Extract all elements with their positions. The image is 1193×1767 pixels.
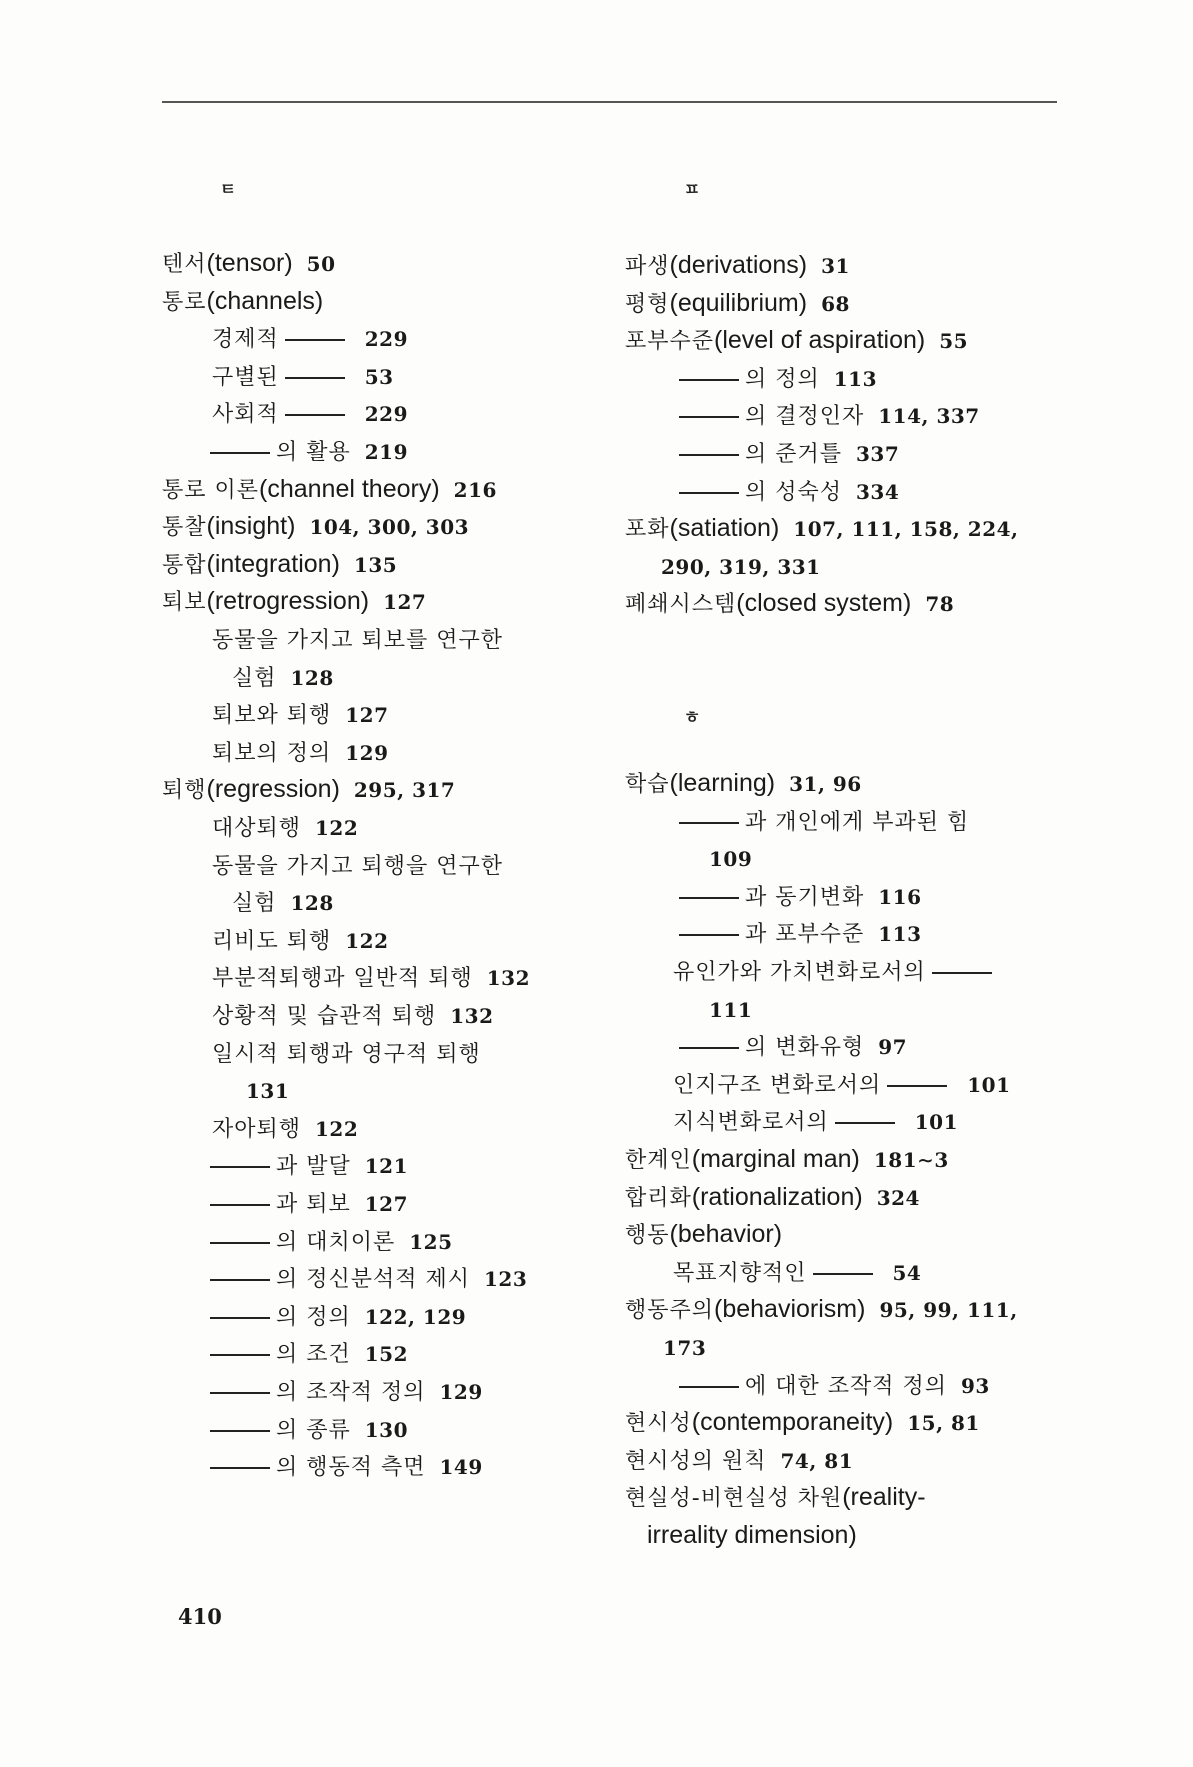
entry-term: 의 대치이론: [276, 1230, 396, 1255]
entry-term: 의 정의: [276, 1305, 351, 1330]
top-rule: [162, 101, 1057, 103]
entry-pages: 122: [345, 929, 389, 953]
index-entry: [625, 1219, 782, 1249]
entry-term: 사회적: [212, 402, 279, 427]
entry-english: (derivations): [669, 251, 808, 279]
entry-pages: 295, 317: [353, 778, 456, 802]
entry-term: 현시성의 원칙: [625, 1449, 767, 1474]
index-entry: [625, 768, 862, 798]
entry-term: 에 대한 조작적 정의: [745, 1374, 947, 1399]
entry-pages: 121: [364, 1154, 408, 1178]
entry-term: 파생: [625, 254, 670, 279]
entry-pages: 132: [486, 966, 531, 990]
index-entry: [212, 398, 408, 428]
index-entry: [212, 1038, 481, 1068]
entry-term: 구별된: [212, 365, 279, 390]
entry-pages: 123: [484, 1267, 528, 1291]
index-entry: [673, 363, 877, 393]
entry-pages: 53: [364, 365, 394, 389]
entry-term: 의 정의: [745, 367, 820, 392]
index-entry: [673, 806, 969, 836]
entry-pages: 290, 319, 331: [661, 555, 821, 579]
entry-term: 부분적퇴행과 일반적 퇴행: [212, 966, 473, 991]
entry-term: 통로: [162, 290, 207, 315]
entry-english: (regression): [206, 775, 340, 803]
index-entry: [625, 513, 1019, 543]
entry-term: 실험: [232, 891, 277, 916]
entry-term: 인지구조 변화로서의: [673, 1073, 882, 1098]
entry-english: (rationalization): [691, 1183, 863, 1211]
entry-pages: 129: [439, 1380, 483, 1404]
entry-pages: 127: [345, 703, 389, 727]
entry-term: 대상퇴행: [212, 816, 302, 841]
ditto-dash: [210, 1430, 270, 1432]
entry-english: (retrogression): [206, 587, 370, 615]
section-heading-hieut: ㅎ: [683, 708, 701, 728]
entry-pages: 125: [409, 1230, 453, 1254]
entry-pages: 93: [961, 1374, 990, 1398]
index-entry: [204, 1451, 483, 1481]
entry-pages: 55: [939, 329, 969, 353]
entry-term: 행동: [625, 1223, 670, 1248]
ditto-dash: [210, 1354, 270, 1356]
entry-english: (integration): [206, 550, 340, 578]
index-entry: [625, 288, 850, 318]
entry-pages: 114, 337: [878, 404, 980, 428]
ditto-dash: [210, 452, 270, 454]
ditto-dash: [679, 492, 739, 494]
entry-pages: 128: [290, 891, 334, 915]
entry-term: 한계인: [625, 1148, 692, 1173]
entry-pages: 31: [821, 254, 850, 278]
index-entry: [625, 1144, 949, 1174]
ditto-dash: [679, 1047, 739, 1049]
entry-pages: 132: [450, 1004, 494, 1028]
entry-term: 포화: [625, 517, 670, 542]
entry-term: 과 개인에게 부과된 힘: [745, 810, 970, 835]
ditto-dash: [285, 377, 345, 379]
entry-pages: 97: [878, 1035, 908, 1059]
entry-pages: 229: [364, 327, 409, 351]
entry-term: 텐서: [162, 252, 207, 277]
entry-term: 평형: [625, 292, 670, 317]
entry-english: (behavior): [669, 1220, 783, 1248]
entry-term: 현실성-비현실성 차원: [625, 1486, 843, 1511]
entry-english: (marginal man): [691, 1145, 860, 1173]
entry-term: 의 조작적 정의: [276, 1380, 426, 1405]
entry-term: 통합: [162, 553, 207, 578]
entry-term: 유인가와 가치변화로서의: [673, 960, 926, 985]
entry-pages: 122, 129: [364, 1305, 467, 1329]
entry-pages: 219: [364, 440, 408, 464]
index-entry: [204, 1338, 408, 1368]
index-entry: [625, 1182, 920, 1212]
index-entry: [625, 1294, 1018, 1324]
ditto-dash: [679, 454, 739, 456]
ditto-dash: [887, 1085, 947, 1087]
entry-pages: 31, 96: [789, 772, 862, 796]
index-entry: [625, 588, 954, 618]
index-entry: [673, 438, 899, 468]
entry-english: (tensor): [206, 249, 293, 277]
entry-pages: 95, 99, 111,: [879, 1298, 1018, 1322]
ditto-dash: [932, 972, 992, 974]
entry-term: 의 종류: [276, 1418, 351, 1443]
ditto-dash: [679, 379, 739, 381]
entry-term: 퇴보와 퇴행: [212, 703, 332, 728]
entry-term: 과 퇴보: [276, 1192, 351, 1217]
index-entry: [673, 956, 998, 986]
ditto-dash: [210, 1166, 270, 1168]
index-entry: [625, 1445, 853, 1475]
entry-term: 일시적 퇴행과 영구적 퇴행: [212, 1042, 481, 1067]
index-entry: [162, 286, 323, 316]
entry-pages: 337: [856, 442, 900, 466]
entry-pages: 101: [914, 1110, 959, 1134]
entry-pages: 173: [663, 1336, 707, 1360]
index-entry: [204, 436, 408, 466]
entry-pages: 113: [833, 367, 877, 391]
entry-pages: 109: [709, 847, 753, 871]
entry-pages: 113: [878, 922, 922, 946]
index-entry: [673, 1106, 958, 1136]
entry-term: 통찰: [162, 515, 207, 540]
entry-term: 현시성: [625, 1411, 692, 1436]
index-entry: [232, 662, 334, 692]
ditto-dash: [210, 1204, 270, 1206]
index-entry: [673, 1370, 990, 1400]
entry-term: 과 동기변화: [745, 885, 865, 910]
entry-term: 과 발달: [276, 1154, 351, 1179]
index-entry: [673, 1031, 907, 1061]
index-entry: [204, 1150, 408, 1180]
entry-term: 리비도 퇴행: [212, 929, 332, 954]
index-entry: [162, 586, 426, 616]
entry-english: (closed system): [736, 589, 912, 617]
entry-term: 퇴보의 정의: [212, 741, 332, 766]
index-entry: [649, 1332, 706, 1362]
ditto-dash: [210, 1242, 270, 1244]
entry-pages: 78: [925, 592, 955, 616]
ditto-dash: [210, 1392, 270, 1394]
entry-term: 의 행동적 측면: [276, 1455, 426, 1480]
entry-pages: 129: [345, 741, 389, 765]
entry-english: (equilibrium): [669, 289, 808, 317]
index-entry: [204, 1226, 453, 1256]
index-entry: [212, 812, 358, 842]
index-entry: [162, 511, 469, 541]
entry-pages: 68: [821, 292, 850, 316]
entry-term: 포부수준: [625, 329, 715, 354]
entry-pages: 152: [364, 1342, 408, 1366]
ditto-dash: [285, 339, 345, 341]
page-number: 410: [178, 1604, 222, 1629]
ditto-dash: [679, 1386, 739, 1388]
entry-pages: 131: [246, 1079, 290, 1103]
index-entry: [212, 925, 389, 955]
index-entry: [673, 400, 980, 430]
index-entry: [647, 551, 821, 581]
index-entry: [212, 1000, 494, 1030]
index-entry: [212, 624, 503, 654]
section-heading-tieut: ㅌ: [219, 180, 237, 200]
ditto-dash: [679, 897, 739, 899]
index-entry: [625, 250, 850, 280]
entry-term: 의 결정인자: [745, 404, 865, 429]
entry-term: 의 성숙성: [745, 480, 843, 505]
index-entry: [212, 850, 503, 880]
entry-pages: 122: [315, 816, 359, 840]
entry-term: 의 활용: [276, 440, 351, 465]
index-entry: [673, 1257, 921, 1287]
entry-english: (learning): [669, 769, 776, 797]
index-entry: [212, 361, 394, 391]
index-entry: [212, 323, 408, 353]
entry-pages: 107, 111, 158, 224,: [793, 517, 1019, 541]
index-entry: [695, 994, 752, 1024]
entry-pages: 324: [876, 1186, 920, 1210]
entry-pages: 122: [315, 1117, 359, 1141]
entry-term: 행동주의: [625, 1298, 715, 1323]
entry-pages: 229: [364, 402, 409, 426]
index-entry: [212, 737, 389, 767]
index-entry: [673, 1069, 1011, 1099]
entry-english: (contemporaneity): [691, 1408, 894, 1436]
index-entry: [162, 474, 497, 504]
entry-pages: 334: [856, 480, 900, 504]
entry-term: 동물을 가지고 퇴행을 연구한: [212, 854, 504, 879]
index-entry: [162, 774, 455, 804]
ditto-dash: [813, 1273, 873, 1275]
entry-term: 의 조건: [276, 1342, 351, 1367]
entry-english: (insight): [206, 512, 296, 540]
entry-english: (behaviorism): [714, 1295, 866, 1323]
entry-english: (channels): [206, 287, 324, 315]
index-entry: [232, 887, 334, 917]
index-entry: [673, 918, 922, 948]
entry-term: 실험: [232, 666, 277, 691]
ditto-dash: [679, 822, 739, 824]
index-entry: [204, 1376, 483, 1406]
entry-english: (channel theory): [259, 475, 440, 503]
ditto-dash: [210, 1467, 270, 1469]
entry-pages: 130: [364, 1418, 408, 1442]
index-entry: [204, 1263, 527, 1293]
index-entry: [625, 1482, 926, 1512]
entry-english: irreality dimension): [647, 1521, 857, 1549]
index-entry: [162, 549, 397, 579]
entry-pages: 15, 81: [907, 1411, 980, 1435]
index-entry: [212, 962, 530, 992]
index-entry: [204, 1188, 408, 1218]
index-entry: [212, 699, 389, 729]
index-entry: [204, 1414, 408, 1444]
index-entry: [625, 1407, 980, 1437]
section-heading-pieup: ㅍ: [683, 180, 701, 200]
ditto-dash: [285, 414, 345, 416]
entry-pages: 149: [439, 1455, 483, 1479]
entry-pages: 135: [353, 553, 398, 577]
entry-term: 의 준거틀: [745, 442, 843, 467]
entry-pages: 50: [306, 252, 336, 276]
ditto-dash: [210, 1317, 270, 1319]
ditto-dash: [835, 1122, 895, 1124]
entry-term: 의 정신분석적 제시: [276, 1267, 471, 1292]
entry-pages: 127: [383, 590, 427, 614]
entry-term: 의 변화유형: [745, 1035, 865, 1060]
entry-pages: 54: [892, 1261, 922, 1285]
entry-pages: 216: [453, 478, 497, 502]
ditto-dash: [679, 934, 739, 936]
ditto-dash: [679, 416, 739, 418]
index-entry: [695, 843, 752, 873]
entry-pages: 111: [709, 998, 753, 1022]
entry-term: 폐쇄시스템: [625, 592, 737, 617]
entry-term: 합리화: [625, 1186, 692, 1211]
entry-term: 경제적: [212, 327, 279, 352]
entry-term: 동물을 가지고 퇴보를 연구한: [212, 628, 504, 653]
entry-term: 과 포부수준: [745, 922, 865, 947]
entry-english: (reality-: [842, 1483, 926, 1511]
index-entry: [647, 1520, 857, 1550]
entry-pages: 181∼3: [873, 1148, 949, 1172]
index-entry: [232, 1075, 289, 1105]
ditto-dash: [210, 1279, 270, 1281]
entry-term: 학습: [625, 772, 670, 797]
index-entry: [162, 248, 336, 278]
entry-pages: 104, 300, 303: [309, 515, 470, 539]
index-entry: [673, 881, 922, 911]
entry-pages: 127: [364, 1192, 408, 1216]
entry-pages: 74, 81: [780, 1449, 854, 1473]
entry-pages: 101: [967, 1073, 1011, 1097]
entry-term: 퇴보: [162, 590, 207, 615]
entry-term: 퇴행: [162, 778, 207, 803]
index-entry: [212, 1113, 358, 1143]
index-entry: [204, 1301, 466, 1331]
entry-term: 지식변화로서의: [673, 1110, 829, 1135]
entry-pages: 116: [878, 885, 922, 909]
index-entry: [673, 476, 899, 506]
entry-term: 목표지향적인: [673, 1261, 807, 1286]
index-entry: [625, 325, 968, 355]
entry-english: (satiation): [669, 514, 780, 542]
entry-pages: 128: [290, 666, 334, 690]
entry-term: 통로 이론: [162, 478, 260, 503]
entry-english: (level of aspiration): [714, 326, 926, 354]
entry-term: 상황적 및 습관적 퇴행: [212, 1004, 437, 1029]
entry-term: 자아퇴행: [212, 1117, 302, 1142]
